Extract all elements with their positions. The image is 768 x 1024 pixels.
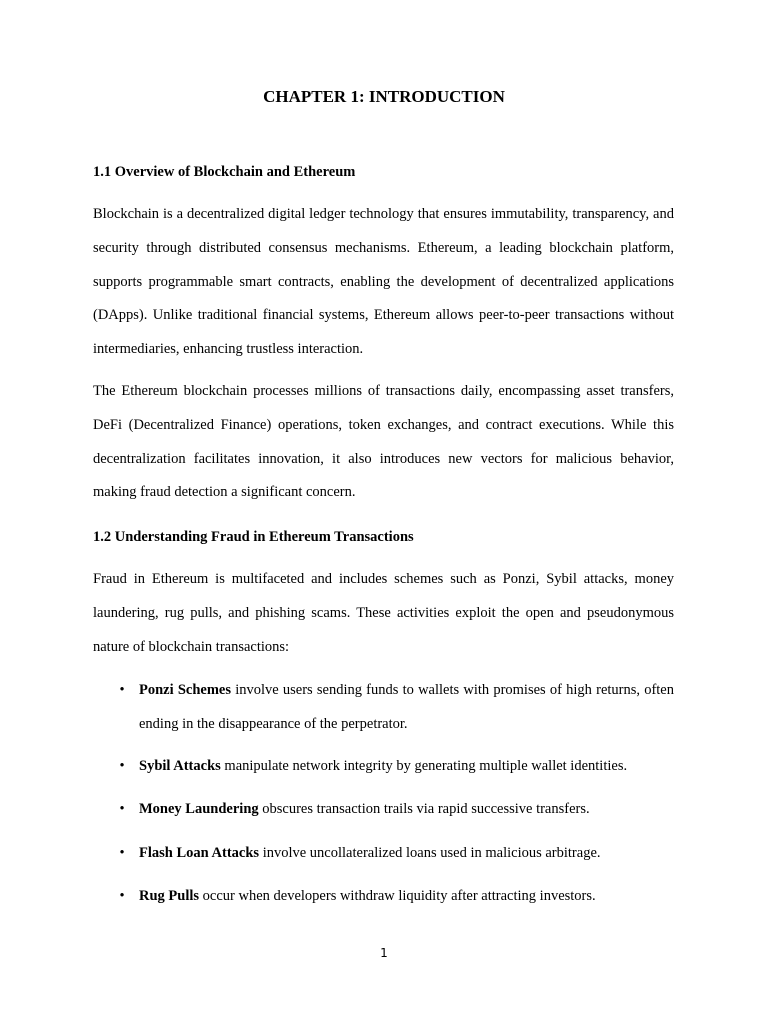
description-flash-loan: involve uncollateralized loans used in malicious arbitrage. [259,845,601,861]
list-item-rug-pulls [119,880,674,914]
term-rug-pulls: Rug Pulls [139,888,200,904]
description-sybil: manipulate network integrity by generating multiple wallet identities. [220,758,628,774]
section-heading-overview: 1.1 Overview of Blockchain and Ethereum [93,164,356,180]
list-item-flash-loan [119,837,674,871]
description-money-laundering: obscures transaction trails via rapid successive transfers. [258,801,590,817]
bullet-icon: • [119,888,125,904]
chapter-title: CHAPTER 1: INTRODUCTION [263,87,505,106]
page-number: 1 [380,946,388,960]
description-rug-pulls: occur when developers withdraw liquidity after attracting investors. [199,888,596,904]
term-money-laundering: Money Laundering [139,801,259,817]
list-item-money-laundering [119,793,674,827]
paragraph-blockchain-overview: Blockchain is a decentralized digital ledger technology that ensures immutability, transparency, and security through distributed consensus mechanisms. Ethereum, a leading blockchain platform, supports programmable smart contracts, enabling the development of decentralized applications (DApps). Unlike traditional financial systems, Ethereum allows peer-to-peer transactions without intermediaries, enhancing trustless interaction. [93,206,674,358]
term-ponzi: Ponzi Schemes [139,682,231,698]
bullet-icon: • [119,845,125,861]
bullet-icon: • [119,801,125,817]
bullet-icon: • [119,682,125,698]
paragraph-ethereum-transactions: The Ethereum blockchain processes millions of transactions daily, encompassing asset transfers, DeFi (Decentralized Finance) operations, token exchanges, and contract executions. While this decentralization facilitates innovation, it also introduces new vectors for malicious behavior, making fraud detection a significant concern. [93,383,674,501]
list-item-sybil [119,750,674,784]
paragraph-fraud-intro: Fraud in Ethereum is multifaceted and includes schemes such as Ponzi, Sybil attacks, money laundering, rug pulls, and phishing scams. These activities exploit the open and pseudonymous nature of blockchain transactions: [93,571,674,655]
list-item-ponzi [119,674,674,742]
term-flash-loan: Flash Loan Attacks [139,845,260,861]
term-sybil: Sybil Attacks [139,758,221,774]
description-ponzi: involve users sending funds to wallets with promises of high returns, often ending in the disappearance of the perpetrator. [139,682,674,732]
bullet-icon: • [119,758,125,774]
section-heading-fraud: 1.2 Understanding Fraud in Ethereum Transactions [93,529,414,545]
